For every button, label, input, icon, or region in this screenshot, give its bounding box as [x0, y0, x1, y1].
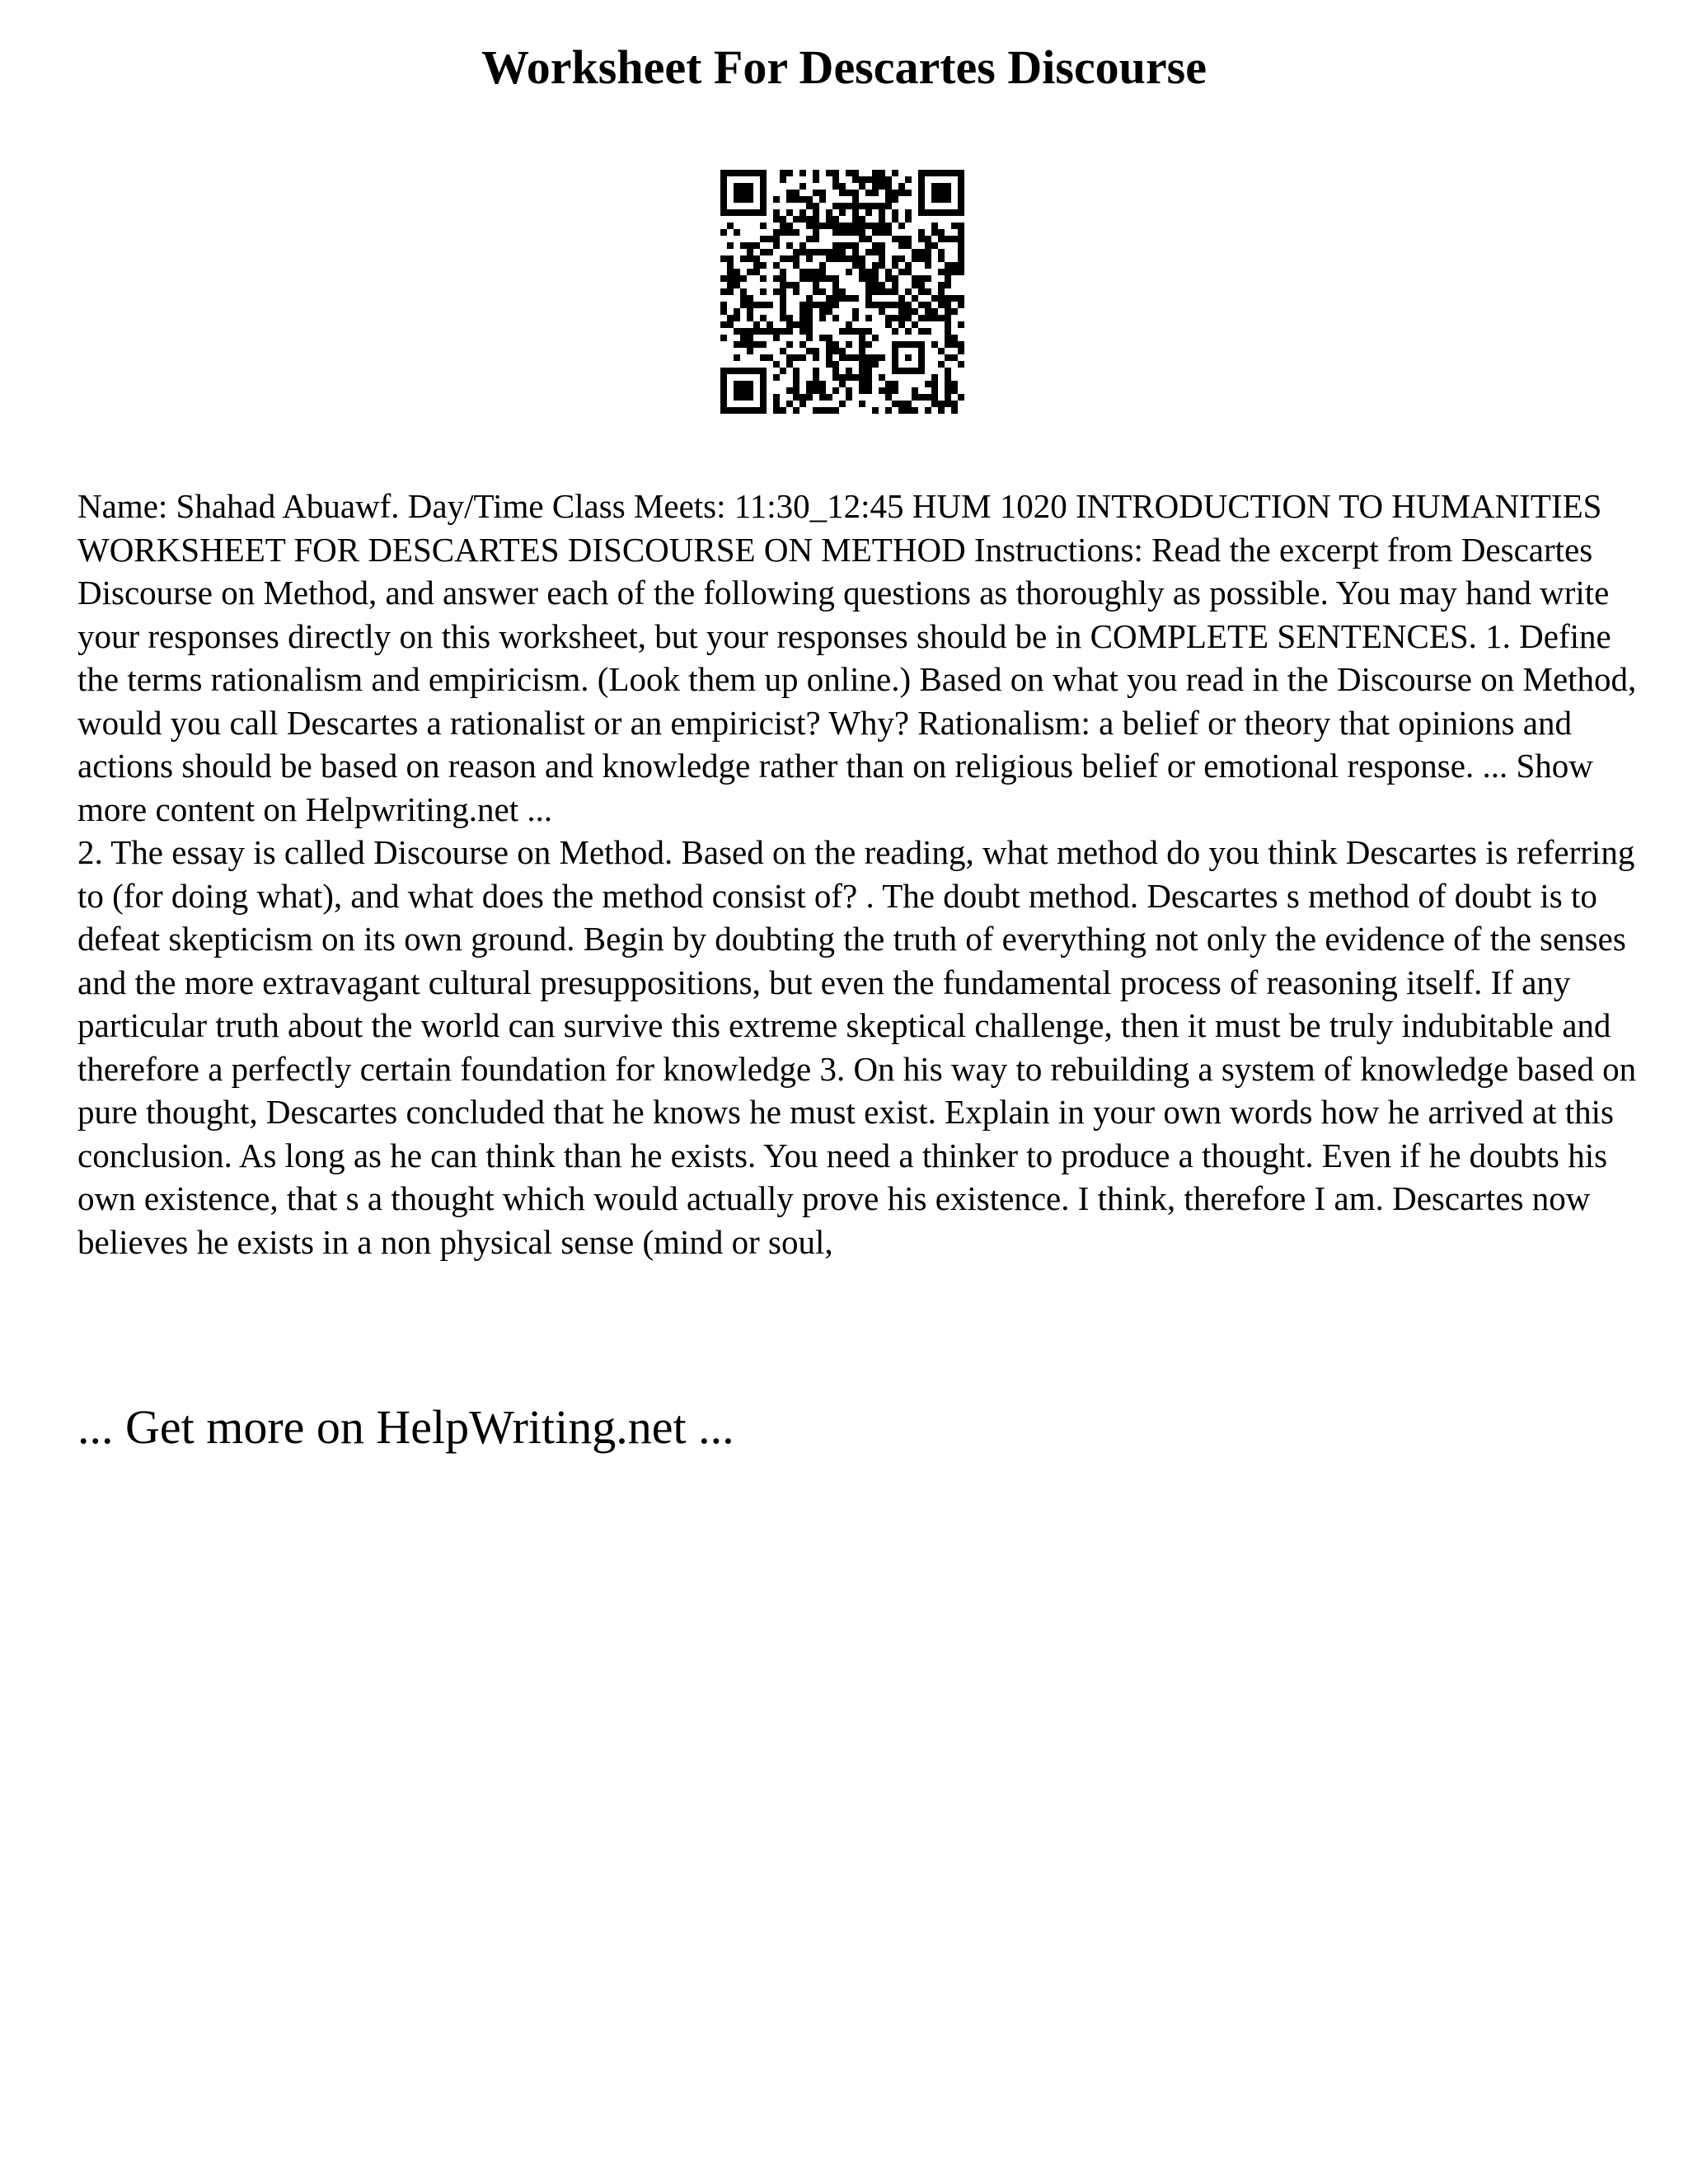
get-more-link[interactable]: ... Get more on HelpWriting.net ... — [77, 1400, 734, 1454]
qr-code-icon — [720, 170, 964, 414]
paragraph-1: Name: Shahad Abuawf. Day/Time Class Meets: 11:30_12:45 HUM 1020 INTRODUCTION TO HUMANITIES WORKSHEET FOR DESCARTES DISCOURSE ON METHOD Instructions: Read the excerpt from Descartes Discourse on Method, and answer each of the following questions as thoroughly as possible. You may hand write your responses directly on this worksheet, but your responses should be in COMPLETE SENTENCES. 1. Define the terms rationalism and empiricism. (Look them up online.) Based on what you read in the Discourse on Method, would you call Descartes a rationalist or an empiricist? Why? Rationalism: a belief or theory that opinions and actions should be based on reason and knowledge rather than on religious belief or emotional response. ... Show more content on Helpwriting.net ... — [77, 487, 1637, 828]
paragraph-2: 2. The essay is called Discourse on Method. Based on the reading, what method do you think Descartes is referring to (for doing what), and what does the method consist of? . The doubt method. Descartes s method of doubt is to defeat skepticism on its own ground. Begin by doubting the truth of everything not only the evidence of the senses and the more extravagant cultural presuppositions, but even the fundamental process of reasoning itself. If any particular truth about the world can survive this extreme skeptical challenge, then it must be truly indubitable and therefore a perfectly certain foundation for knowledge 3. On his way to rebuilding a system of knowledge based on pure thought, Descartes concluded that he knows he must exist. Explain in your own words how he arrived at this conclusion. As long as he can think than he exists. You need a thinker to produce a thought. Even if he doubts his own existence, that s a thought which would actually prove his existence. I think, therefore I am. Descartes now believes he exists in a non physical sense (mind or soul, — [77, 833, 1637, 1261]
document-title: Worksheet For Descartes Discourse — [481, 40, 1207, 94]
document-body — [77, 485, 1643, 1263]
